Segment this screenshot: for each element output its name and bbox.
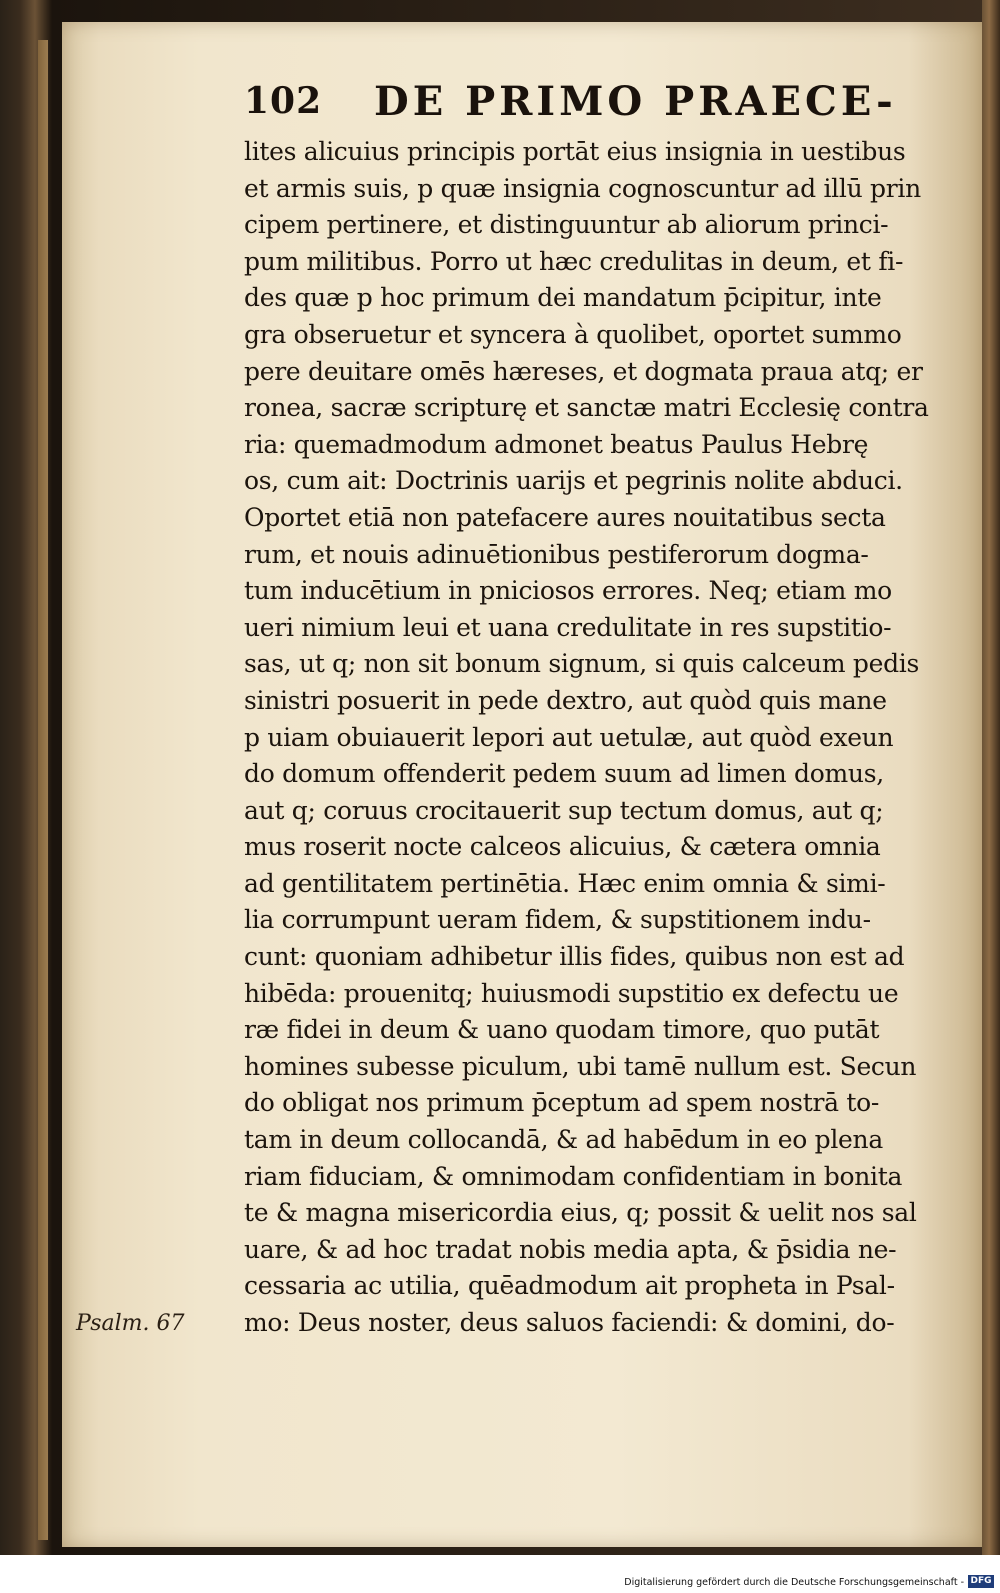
book-edge-right: [982, 0, 1000, 1555]
text-line: sinistri posuerit in pede dextro, aut quòd quis mane: [244, 685, 887, 715]
running-head: DE PRIMO PRAECE-: [374, 78, 897, 125]
text-line: cessaria ac utilia, quēadmodum ait propheta in Psal-: [244, 1271, 895, 1301]
text-line: pum militibus. Porro ut hæc credulitas in deum, et fi-: [244, 246, 904, 276]
body-text: [244, 134, 974, 1342]
page-header: [244, 78, 964, 128]
text-line: do obligat nos primum p̄ceptum ad spem nostrā to-: [244, 1088, 880, 1118]
text-line: ad gentilitatem pertinētia. Hæc enim omnia & simi-: [244, 868, 886, 898]
text-line: te & magna misericordia eius, q; possit & uelit nos sal: [244, 1198, 917, 1228]
text-line: hibēda: prouenitq; huiusmodi supstitio ex defectu ue: [244, 978, 899, 1008]
text-line: uare, & ad hoc tradat nobis media apta, & p̄sidia ne-: [244, 1234, 897, 1264]
text-line: ræ fidei in deum & uano quodam timore, quo putāt: [244, 1015, 880, 1045]
book-page-gutter: [38, 40, 48, 1540]
text-line: lia corrumpunt ueram fidem, & supstitionem indu-: [244, 905, 871, 935]
dfg-logo: DFG: [968, 1575, 994, 1588]
text-line: do domum offenderit pedem suum ad limen domus,: [244, 759, 884, 789]
text-line: gra obseruetur et syncera à quolibet, oportet summo: [244, 319, 902, 349]
text-line: des quæ p hoc primum dei mandatum p̄cipitur, inte: [244, 283, 882, 313]
text-line: tum inducētium in pniciosos errores. Neq; etiam mo: [244, 576, 892, 606]
text-line: homines subesse piculum, ubi tamē nullum est. Secun: [244, 1051, 917, 1081]
text-line: ueri nimium leui et uana credulitate in res supstitio-: [244, 612, 892, 642]
text-line: et armis suis, p quæ insignia cognoscuntur ad illū prin: [244, 173, 921, 203]
text-line: cipem pertinere, et distinguuntur ab aliorum princi-: [244, 210, 889, 240]
page-number: 102: [244, 80, 323, 122]
text-line: mo: Deus noster, deus saluos faciendi: & domini, do-: [244, 1308, 895, 1337]
text-line: riam fiduciam, & omnimodam confidentiam in bonita: [244, 1161, 903, 1191]
text-line: aut q; coruus crocitauerit sup tectum domus, aut q;: [244, 795, 884, 825]
digitization-credit: Digitalisierung gefördert durch die Deutsche Forschungsgemeinschaft -: [624, 1577, 964, 1588]
marginal-note: Psalm. 67: [76, 1311, 185, 1336]
text-line: lites alicuius principis portāt eius insignia in uestibus: [244, 137, 906, 166]
text-line: tam in deum collocandā, & ad habēdum in eo plena: [244, 1125, 883, 1155]
text-line: mus roserit nocte calceos alicuius, & cætera omnia: [244, 832, 881, 862]
text-line: Oportet etiā non patefacere aures nouitatibus secta: [244, 502, 886, 532]
text-line: pere deuitare omēs hæreses, et dogmata praua atq; er: [244, 356, 923, 386]
text-line: ronea, sacræ scripturę et sanctæ matri Ecclesię contra: [244, 393, 929, 423]
text-line: rum, et nouis adinuētionibus pestiferorum dogma-: [244, 539, 869, 569]
text-line: cunt: quoniam adhibetur illis fides, quibus non est ad: [244, 942, 905, 972]
text-line: sas, ut q; non sit bonum signum, si quis calceum pedis: [244, 649, 920, 679]
text-line: os, cum ait: Doctrinis uarijs et pegrinis nolite abduci.: [244, 466, 903, 496]
text-line: p uiam obuiauerit lepori aut uetulæ, aut quòd exeun: [244, 722, 894, 752]
text-line: ria: quemadmodum admonet beatus Paulus Hebrę: [244, 429, 869, 459]
